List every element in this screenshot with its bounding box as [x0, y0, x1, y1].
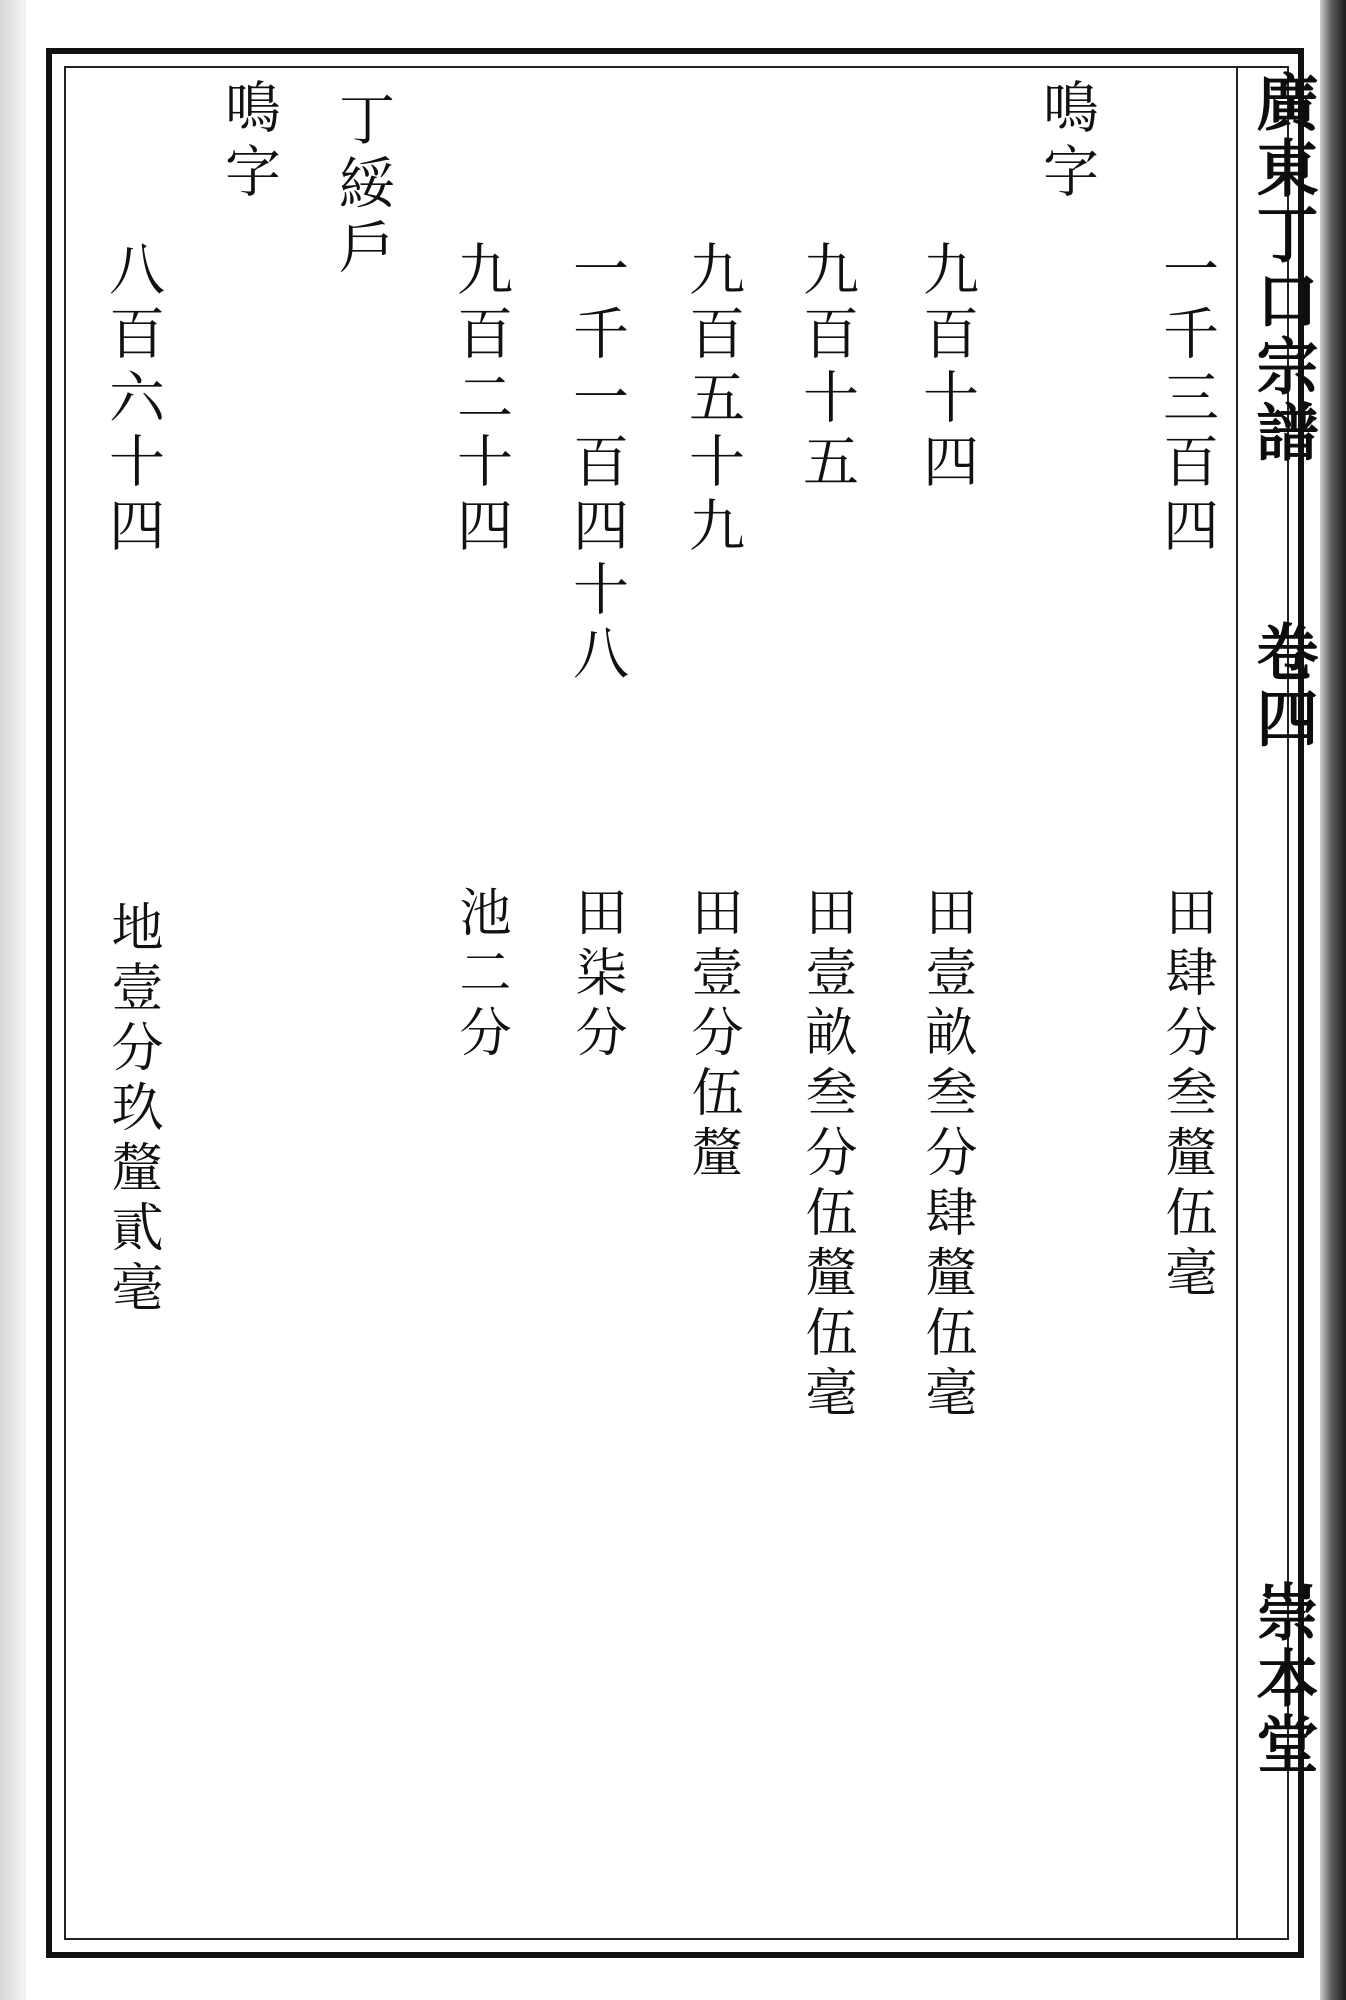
entry-land: 地壹分玖釐貳毫: [102, 900, 162, 1320]
margin-hall-name: 崇本堂: [1246, 1580, 1319, 1778]
page-edge-left: [0, 0, 26, 2000]
entry-land: 田柒分: [566, 885, 626, 1065]
household-header: 丁綏戶: [330, 90, 395, 282]
entry-land: 田壹畝叁分肆釐伍毫: [916, 885, 976, 1425]
entry-count: 一千三百四: [1154, 240, 1219, 560]
section-header: 鳴字: [1034, 78, 1099, 206]
entry-count: 九百二十四: [448, 240, 513, 560]
entry-land: 田壹分伍釐: [682, 885, 742, 1185]
margin-title: 廣東丁口宗譜: [1246, 70, 1319, 466]
entry-land: 田肆分叁釐伍毫: [1156, 885, 1216, 1305]
margin-column-rule: [1236, 66, 1238, 1940]
entry-count: 九百十五: [794, 240, 859, 496]
page-edge-right: [1320, 0, 1346, 2000]
entry-count: 一千一百四十八: [564, 240, 629, 688]
entry-land: 池二分: [450, 885, 510, 1065]
margin-volume: 卷四: [1246, 620, 1319, 752]
entry-count: 八百六十四: [100, 240, 165, 560]
entry-count: 九百十四: [914, 240, 979, 496]
entry-land: 田壹畝叁分伍釐伍毫: [796, 885, 856, 1425]
entry-count: 九百五十九: [680, 240, 745, 560]
section-header: 鳴字: [216, 78, 281, 206]
